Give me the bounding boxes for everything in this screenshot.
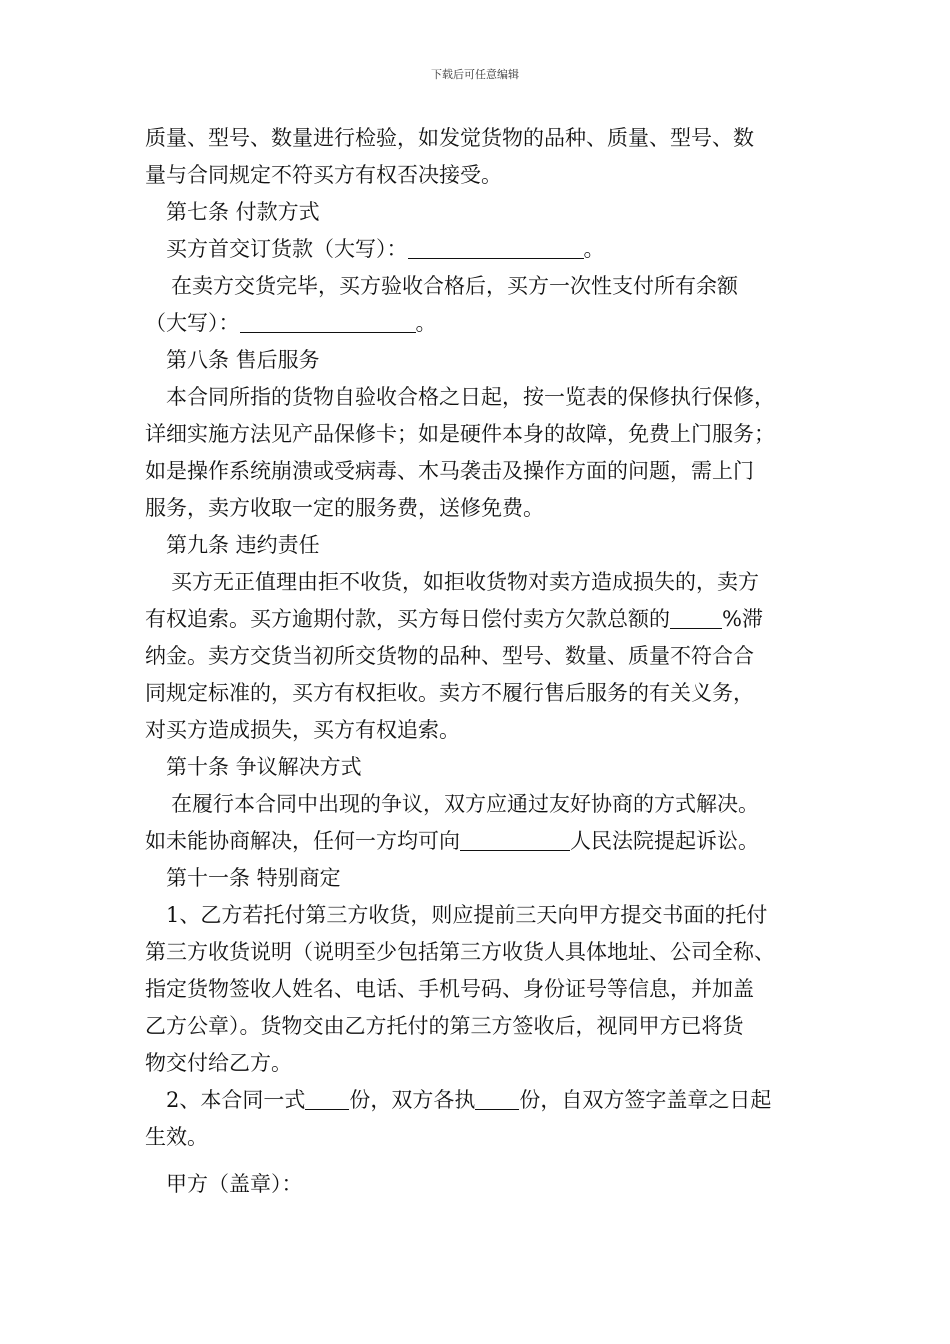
copies-each-blank[interactable] [475, 1085, 519, 1110]
text-segment: （大写）： [145, 311, 240, 335]
text-segment: 份，自双方签字盖章之日起 [519, 1088, 772, 1112]
text-line: 在卖方交货完毕，买方验收合格后，买方一次性支付所有余额 [171, 274, 738, 298]
text-segment: 有权追索。买方逾期付款，买方每日偿付卖方欠款总额的 [145, 607, 670, 631]
text-line: 在履行本合同中出现的争议，双方应通过友好协商的方式解决。 [171, 792, 759, 816]
text-line: 乙方公章）。货物交由乙方托付的第三方签收后，视同甲方已将货 [145, 1014, 744, 1038]
text-line: 对买方造成损失，买方有权追索。 [145, 718, 460, 742]
text-line: 纳金。卖方交货当初所交货物的品种、型号、数量、质量不符合合 [145, 644, 754, 668]
text-line: 详细实施方法见产品保修卡；如是硬件本身的故障，免费上门服务； [145, 422, 775, 446]
text-line: 买方无正值理由拒不收货，如拒收货物对卖方造成损失的，卖方 [171, 570, 759, 594]
text-line: 生效。 [145, 1125, 208, 1149]
text-segment: 买方首交订货款（大写）： [166, 237, 408, 261]
article-10-court-line [145, 823, 815, 860]
deposit-amount-blank[interactable] [408, 234, 584, 259]
article-8-title: 第八条 售后服务 [166, 348, 320, 372]
article-11-copies-line [145, 1082, 815, 1119]
text-segment: 人民法院提起诉讼。 [570, 829, 759, 853]
text-segment: 如未能协商解决，任何一方均可向 [145, 829, 460, 853]
text-line: 服务，卖方收取一定的服务费，送修免费。 [145, 496, 544, 520]
text-segment: %滞 [722, 607, 763, 631]
text-segment: 。 [415, 311, 437, 335]
text-line: 1、乙方若托付第三方收货，则应提前三天向甲方提交书面的托付 [166, 903, 768, 927]
penalty-rate-blank[interactable] [670, 604, 722, 629]
article-7-title: 第七条 付款方式 [166, 200, 320, 224]
article-7-deposit-line [145, 231, 815, 268]
text-line: 如是操作系统崩溃或受病毒、木马袭击及操作方面的问题，需上门 [145, 459, 754, 483]
contract-body [145, 120, 815, 1203]
article-11-title: 第十一条 特别商定 [166, 866, 341, 890]
court-name-blank[interactable] [460, 826, 570, 851]
page-header-note: 下载后可任意编辑 [431, 68, 519, 81]
article-9-penalty-line [145, 601, 815, 638]
balance-amount-blank[interactable] [240, 308, 416, 333]
article-7-balance-line [145, 305, 815, 342]
text-line: 质量、型号、数量进行检验，如发觉货物的品种、质量、型号、数 [145, 126, 754, 150]
text-line: 量与合同规定不符买方有权否决接受。 [145, 163, 502, 187]
text-segment: 份，双方各执 [349, 1088, 476, 1112]
copies-total-blank[interactable] [305, 1085, 349, 1110]
text-segment: 。 [583, 237, 605, 261]
text-line: 指定货物签收人姓名、电话、手机号码、身份证号等信息，并加盖 [145, 977, 754, 1001]
text-segment: 2、本合同一式 [166, 1088, 306, 1112]
text-line: 物交付给乙方。 [145, 1051, 292, 1075]
text-line: 同规定标准的，买方有权拒收。卖方不履行售后服务的有关义务， [145, 681, 754, 705]
text-line: 第三方收货说明（说明至少包括第三方收货人具体地址、公司全称、 [145, 940, 775, 964]
text-line: 本合同所指的货物自验收合格之日起，按一览表的保修执行保修， [166, 385, 775, 409]
party-a-seal-label: 甲方（盖章）： [166, 1172, 303, 1196]
article-9-title: 第九条 违约责任 [166, 533, 320, 557]
article-10-title: 第十条 争议解决方式 [166, 755, 362, 779]
